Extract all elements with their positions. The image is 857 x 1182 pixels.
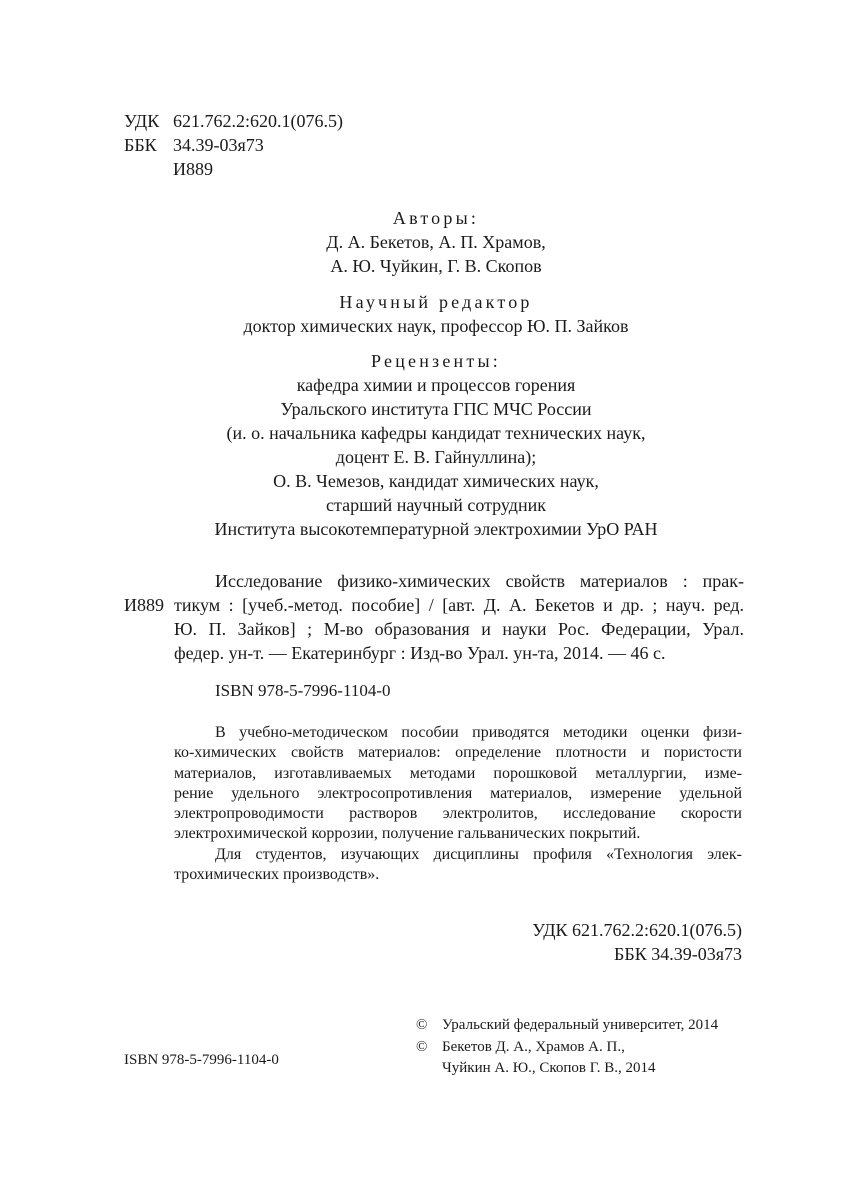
udk-row [124,109,343,133]
abstract-line: трохимических производств». [174,866,380,884]
reviewers-line: кафедра химии и процессов горения [296,375,576,395]
copyright-icon: © [416,1017,428,1033]
bbk-value: 34.39-03я73 [173,135,264,155]
reviewers-line: (и. о. начальника кафедры кандидат технических наук, [226,423,646,443]
bib-line [124,641,744,665]
reviewers-block [130,349,742,541]
classification-codes-right [532,918,742,966]
copyright-text: Чуйкин А. Ю., Скопов Г. В., 2014 [442,1060,656,1076]
abstract-line: рение удельного электросопротивления материалов, измерение удельной [174,784,742,802]
authors-heading: Авторы: [392,208,480,228]
udk-right: УДК 621.762.2:620.1(076.5) [532,920,742,940]
abstract-line: материалов, изготавливаемых методами порошковой металлургии, изме- [174,764,742,782]
reviewers-line: О. В. Чемезов, кандидат химических наук, [273,471,599,491]
bbk-row [124,133,343,157]
copyright-spacer [416,1058,442,1080]
reviewers-line: доцент Е. В. Гайнуллина); [335,447,537,467]
reviewers-heading: Рецензенты: [371,351,501,371]
copyright-text: Бекетов Д. А., Храмов А. П., [442,1038,625,1055]
bbk-label: ББК [124,135,157,155]
bib-line [124,569,744,593]
editor-line: доктор химических наук, профессор Ю. П. Зайков [243,316,629,336]
bib-line [124,617,744,641]
authors-line-1: Д. А. Бекетов, А. П. Храмов, [326,232,546,252]
bibliographic-entry [124,569,744,665]
copyright-text: Уральский федеральный университет, 2014 [442,1017,719,1033]
copyright-icon: © [416,1038,428,1055]
abstract-line: В учебно-методическом пособии приводятся методики оценки физи- [215,724,742,741]
copyright-block [416,1015,718,1080]
bbk-right: ББК 34.39-03я73 [614,944,742,964]
abstract-line: электропроводимости растворов электролитов, исследование скорости [174,805,742,823]
udk-label: УДК [124,111,160,131]
abstract-line: электрохимической коррозии, получение гальванических покрытий. [174,825,641,843]
reviewers-line: Уральского института ГПС МЧС России [280,399,592,419]
isbn-bottom: ISBN 978-5-7996-1104-0 [124,1052,279,1068]
abstract [174,723,742,885]
reviewers-line: старший научный сотрудник [326,495,546,515]
isbn-main: ISBN 978-5-7996-1104-0 [215,681,391,700]
copyright-line [416,1015,718,1037]
bib-line-text: федер. ун-т. — Екатеринбург : Изд-во Урал. ун-та, 2014. — 46 с. [174,643,666,663]
editor-heading: Научный редактор [339,292,533,312]
copyright-line [416,1037,718,1059]
bib-line [124,593,744,617]
author-mark: И889 [173,159,213,179]
authors-block [130,206,742,278]
authors-line-2: А. Ю. Чуйкин, Г. В. Скопов [330,256,542,276]
copyright-line [416,1058,718,1080]
bib-line-text: Исследование физико-химических свойств материалов : прак- [215,571,744,591]
reviewers-line: Института высокотемпературной электрохимии УрО РАН [214,519,658,539]
bib-line-text: тикум : [учеб.-метод. пособие] / [авт. Д. А. Бекетов и др. ; науч. ред. [174,595,744,615]
bib-author-mark: И889 [124,595,164,615]
udk-value: 621.762.2:620.1(076.5) [173,111,343,131]
abstract-line: ко-химических свойств материалов: определение плотности и пористости [174,744,742,762]
bib-line-text: Ю. П. Зайков] ; М-во образования и науки Рос. Федерации, Урал. [174,619,744,639]
abstract-line: Для студентов, изучающих дисциплины профиля «Технология элек- [215,845,742,863]
classification-codes [124,109,343,181]
editor-block [130,290,742,338]
